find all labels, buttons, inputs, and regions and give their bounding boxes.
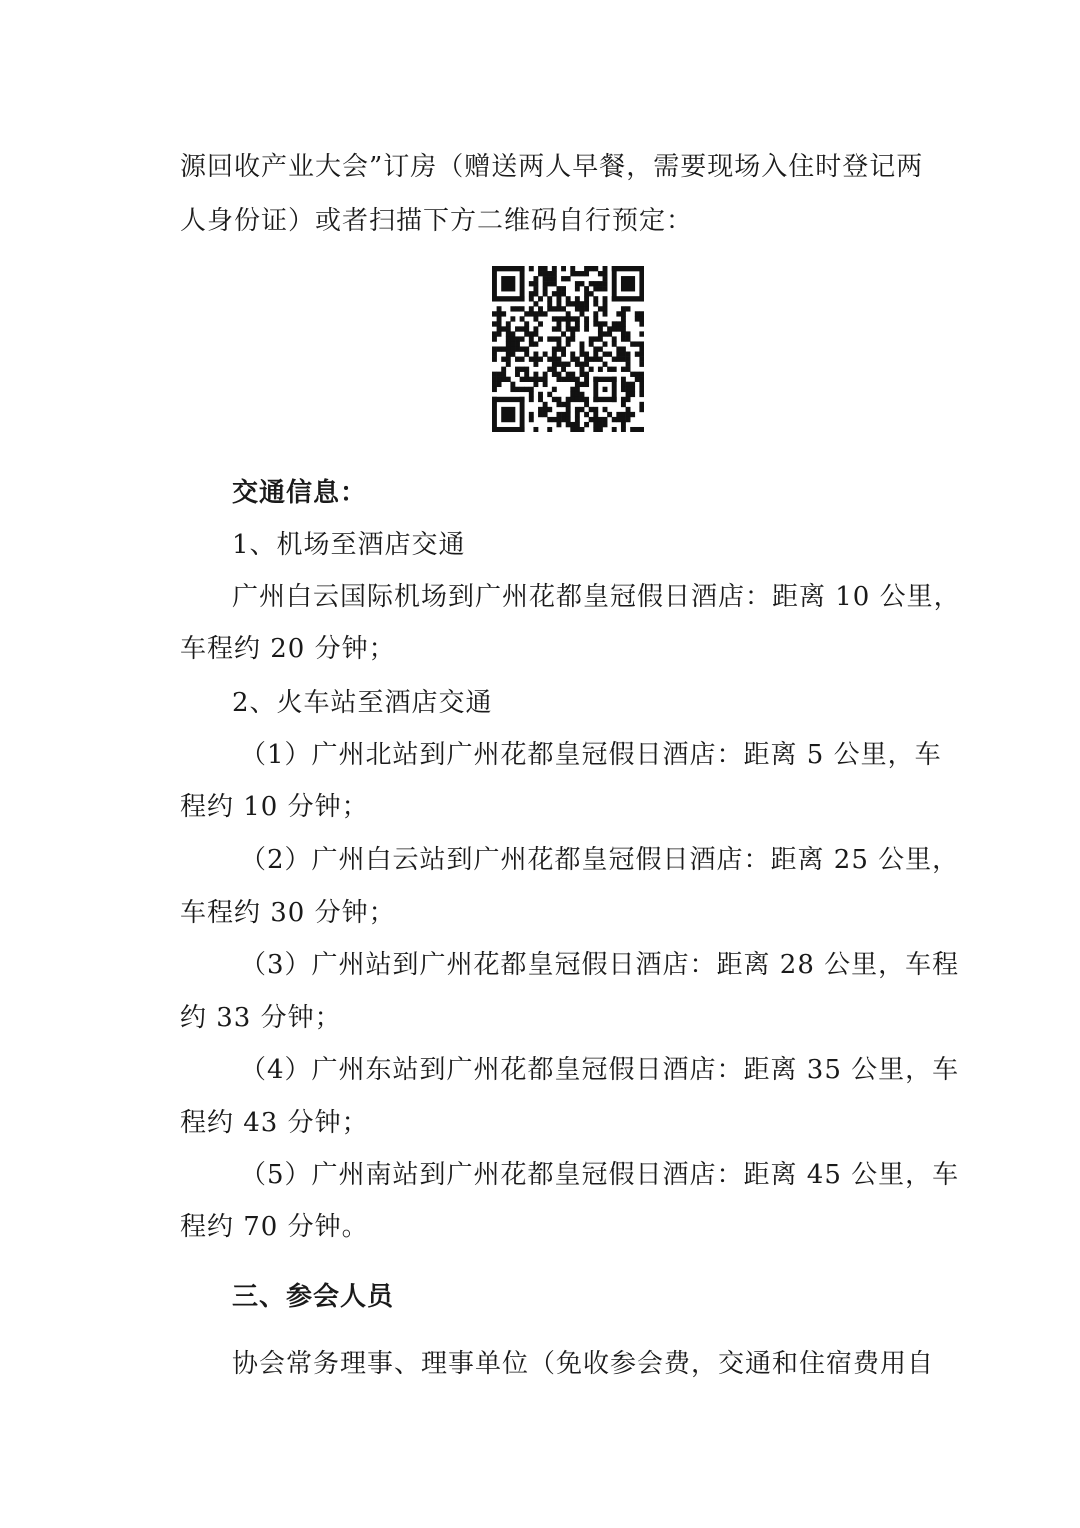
booking-text-line-1: 源回收产业大会”订房（赠送两人早餐，需要现场入住时登记两: [180, 152, 924, 182]
train-3-line-2: 约 33 分钟；: [180, 1003, 342, 1033]
booking-qr-code[interactable]: [492, 266, 644, 432]
airport-line-1: 广州白云国际机场到广州花都皇冠假日酒店：距离 10 公里，: [232, 582, 961, 612]
train-heading: 2、火车站至酒店交通: [232, 688, 493, 718]
booking-text-line-2: 人身份证）或者扫描下方二维码自行预定：: [180, 206, 694, 236]
train-3-line-1: （3）广州站到广州花都皇冠假日酒店：距离 28 公里，车程: [240, 950, 960, 980]
train-4-line-1: （4）广州东站到广州花都皇冠假日酒店：距离 35 公里，车: [240, 1055, 960, 1085]
train-5-line-1: （5）广州南站到广州花都皇冠假日酒店：距离 45 公里，车: [240, 1160, 960, 1190]
train-4-line-2: 程约 43 分钟；: [180, 1108, 369, 1138]
train-2-line-2: 车程约 30 分钟；: [180, 898, 396, 928]
airport-line-2: 车程约 20 分钟；: [180, 634, 396, 664]
airport-heading: 1、机场至酒店交通: [232, 530, 466, 560]
train-5-line-2: 程约 70 分钟。: [180, 1212, 369, 1242]
transport-info-title: 交通信息：: [232, 478, 368, 508]
section-3-title: 三、参会人员: [232, 1282, 395, 1312]
train-2-line-1: （2）广州白云站到广州花都皇冠假日酒店：距离 25 公里，: [240, 845, 960, 875]
train-1-line-2: 程约 10 分钟；: [180, 792, 369, 822]
train-1-line-1: （1）广州北站到广州花都皇冠假日酒店：距离 5 公里，车: [240, 740, 942, 770]
section-3-line-1: 协会常务理事、理事单位（免收参会费，交通和住宿费用自: [232, 1349, 935, 1379]
